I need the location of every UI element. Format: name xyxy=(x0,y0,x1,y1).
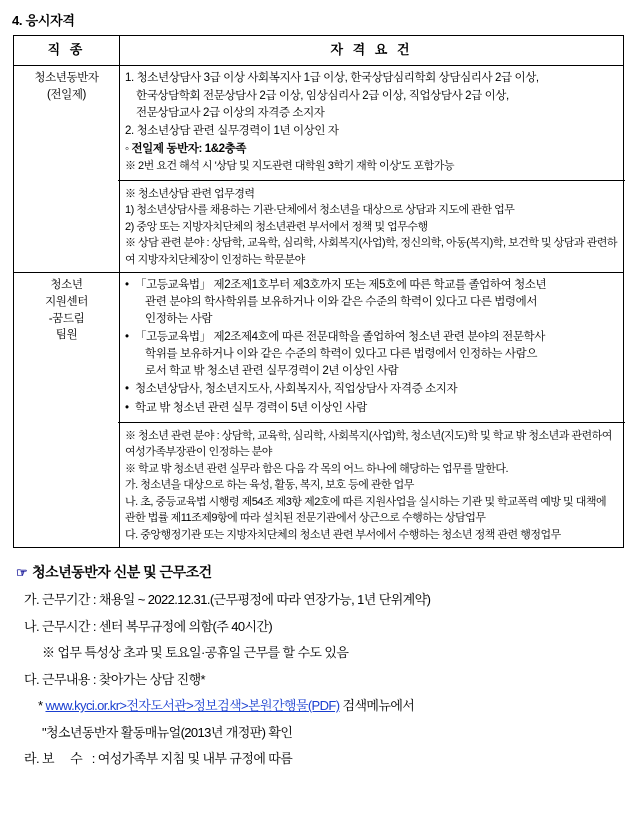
bullet-cont-text: 학위를 보유하거나 이와 같은 수준의 학력이 있다고 다른 법령에서 인정하는 사람으 xyxy=(145,347,538,360)
condition-text: : 여성가족부 지침 및 내부 규정에 따름 xyxy=(91,751,293,767)
bullet-main-text: 「고등교육법」 제2조제4호에 따른 전문대학을 졸업하여 청소년 관련 분야의 전문학사 xyxy=(135,331,545,344)
bullet-cont-text: 관련 분야의 학사학위를 보유하거나 이와 같은 수준의 학력이 있다고 다른 법령에서 xyxy=(145,295,538,308)
condition-label: 라. xyxy=(24,751,39,767)
list-item xyxy=(125,329,618,379)
requirement-item: 한국상담학회 전문상담사 2급 이상, 임상심리사 2급 이상, 직업상담사 2급 이상, xyxy=(136,89,509,102)
condition-text: 근무내용 : 찾아가는 상담 진행* xyxy=(42,671,206,687)
job-label-line: 청소년 xyxy=(50,279,83,292)
condition-text: 근무기간 : 채용일 ~ 2022.12.31.(근무평정에 따라 연장가능, 1년 단위계약) xyxy=(42,592,431,608)
conditions-title-text: 청소년동반자 신분 및 근무조건 xyxy=(32,564,212,581)
job-label-line: -꿈드림 xyxy=(48,312,85,325)
requirements-cell-youth-companion xyxy=(120,65,624,272)
field-note: ※ 학교 밖 청소년 관련 실무라 함은 다음 각 목의 어느 하나에 해당하는 업무를 말한다. xyxy=(125,462,508,475)
bullet-cont-text: 인정하는 사람 xyxy=(145,312,213,325)
condition-item-duties xyxy=(24,670,623,690)
list-item xyxy=(125,400,618,417)
condition-text: 업무 특성상 초과 및 토요일·공휴일 근무를 할 수도 있음 xyxy=(57,645,349,661)
requirement-item: 2. 청소년상담 관련 실무경력이 1년 이상인 자 xyxy=(125,124,339,137)
requirement-highlight: ◦ 전일제 동반자: 1&2충족 xyxy=(125,142,247,155)
condition-item-link xyxy=(38,696,623,716)
column-header-requirements: 자 격 요 건 xyxy=(120,36,624,66)
list-item xyxy=(125,277,618,327)
condition-item-period xyxy=(24,590,623,610)
cell-divider xyxy=(118,422,625,423)
bullet-main-text: 「고등교육법」 제2조제1호부터 제3호까지 또는 제5호에 따른 학교를 졸업하여 청소년 xyxy=(135,279,547,292)
bullet-main-text: 학교 밖 청소년 관련 실무 경력이 5년 이상인 사람 xyxy=(135,401,367,414)
table-header-row xyxy=(14,36,624,66)
condition-label: 다. xyxy=(24,671,39,687)
requirement-bullet-list xyxy=(125,277,618,416)
section-number: 4. xyxy=(12,13,23,28)
condition-sublabel: 보 수 xyxy=(42,751,89,767)
condition-label: * xyxy=(38,698,43,714)
field-note: 가. 청소년을 대상으로 하는 육성, 활동, 복지, 보호 등에 관한 업무 xyxy=(125,479,414,492)
requirement-item: 1. 청소년상담사 3급 이상 사회복지사 1급 이상, 한국상담심리학회 상담심리사 2급 이상, xyxy=(125,71,539,84)
list-item xyxy=(125,381,618,398)
requirement-item: 전문상담교사 2급 이상의 자격증 소지자 xyxy=(136,107,325,120)
condition-text: 근무시간 : 센터 복무규정에 의함(주 40시간) xyxy=(42,618,273,634)
experience-note: 2) 중앙 또는 지방자치단체의 청소년관련 부서에서 정책 및 업무수행 xyxy=(125,220,428,233)
kyci-library-link[interactable]: www.kyci.or.kr>전자도서관>정보검색>본원간행물(PDF) xyxy=(45,698,340,714)
job-label-line: (전일제) xyxy=(47,88,86,101)
column-header-job: 직 종 xyxy=(14,36,120,66)
condition-label: 나. xyxy=(24,618,39,634)
condition-text: 검색메뉴에서 xyxy=(339,698,415,714)
condition-label: ※ xyxy=(42,645,55,661)
job-cell-youth-companion xyxy=(14,65,120,272)
experience-note: ※ 상담 관련 분야 : 상담학, 교육학, 심리학, 사회복지(사업)학, 정신의학, 아동(복지)학, 보건학 및 상담과 관련하여 지방자치단체장이 인정하는 학문분야 xyxy=(125,237,617,266)
qualification-table xyxy=(13,35,624,548)
condition-item-hours xyxy=(24,617,623,637)
condition-item-manual xyxy=(42,723,623,743)
conditions-section xyxy=(16,562,623,769)
job-label-line: 팀원 xyxy=(55,329,78,342)
condition-text: "청소년동반자 활동매뉴얼(2013년 개정판) 확인 xyxy=(42,724,293,740)
field-note: 나. 초, 중등교육법 시행령 제54조 제3항 제2호에 따른 지원사업을 실시하는 기관 및 학교폭력 예방 및 대책에 관한 법률 제11조제9항에 따라 설치된 전문기관에서 상근으로 수행하는 상담업무 xyxy=(125,495,607,525)
requirement-note: ※ 2번 요건 해석 시 '상담 및 지도관련 대학원 3학기 재학 이상'도 포함가능 xyxy=(125,160,455,173)
pointing-hand-icon: ☞ xyxy=(16,565,28,581)
field-note: 다. 중앙행정기관 또는 지방자치단체의 청소년 관련 부서에서 수행하는 청소년 정책 관련 행정업무 xyxy=(125,528,561,541)
table-row xyxy=(14,273,624,548)
condition-label: 가. xyxy=(24,592,39,608)
job-label-line: 청소년동반자 xyxy=(34,71,99,84)
experience-note: 1) 청소년상담사를 채용하는 기관·단체에서 청소년을 대상으로 상담과 지도에 관한 업무 xyxy=(125,204,515,217)
section-title-text: 응시자격 xyxy=(25,13,75,28)
bullet-main-text: 청소년상담사, 청소년지도사, 사회복지사, 직업상담사 자격증 소지자 xyxy=(135,383,458,396)
cell-divider xyxy=(118,180,625,181)
conditions-title xyxy=(16,562,623,582)
requirements-cell-dream-center xyxy=(120,273,624,548)
experience-note: ※ 청소년상담 관련 업무경력 xyxy=(125,187,255,200)
job-label-line: 지원센터 xyxy=(45,295,88,308)
condition-item-salary xyxy=(24,749,623,769)
field-note: ※ 청소년 관련 분야 : 상담학, 교육학, 심리학, 사회복지(사업)학, 청소년(지도)학 및 학교 밖 청소년과 관련하여 여성가족부장관이 인정하는 분야 xyxy=(125,429,612,459)
job-cell-dream-center xyxy=(14,273,120,548)
condition-note-overtime xyxy=(42,643,623,663)
table-row xyxy=(14,65,624,272)
page-title xyxy=(12,10,623,29)
bullet-cont-text: 로서 학교 밖 청소년 관련 실무경력이 2년 이상인 사람 xyxy=(145,364,399,377)
